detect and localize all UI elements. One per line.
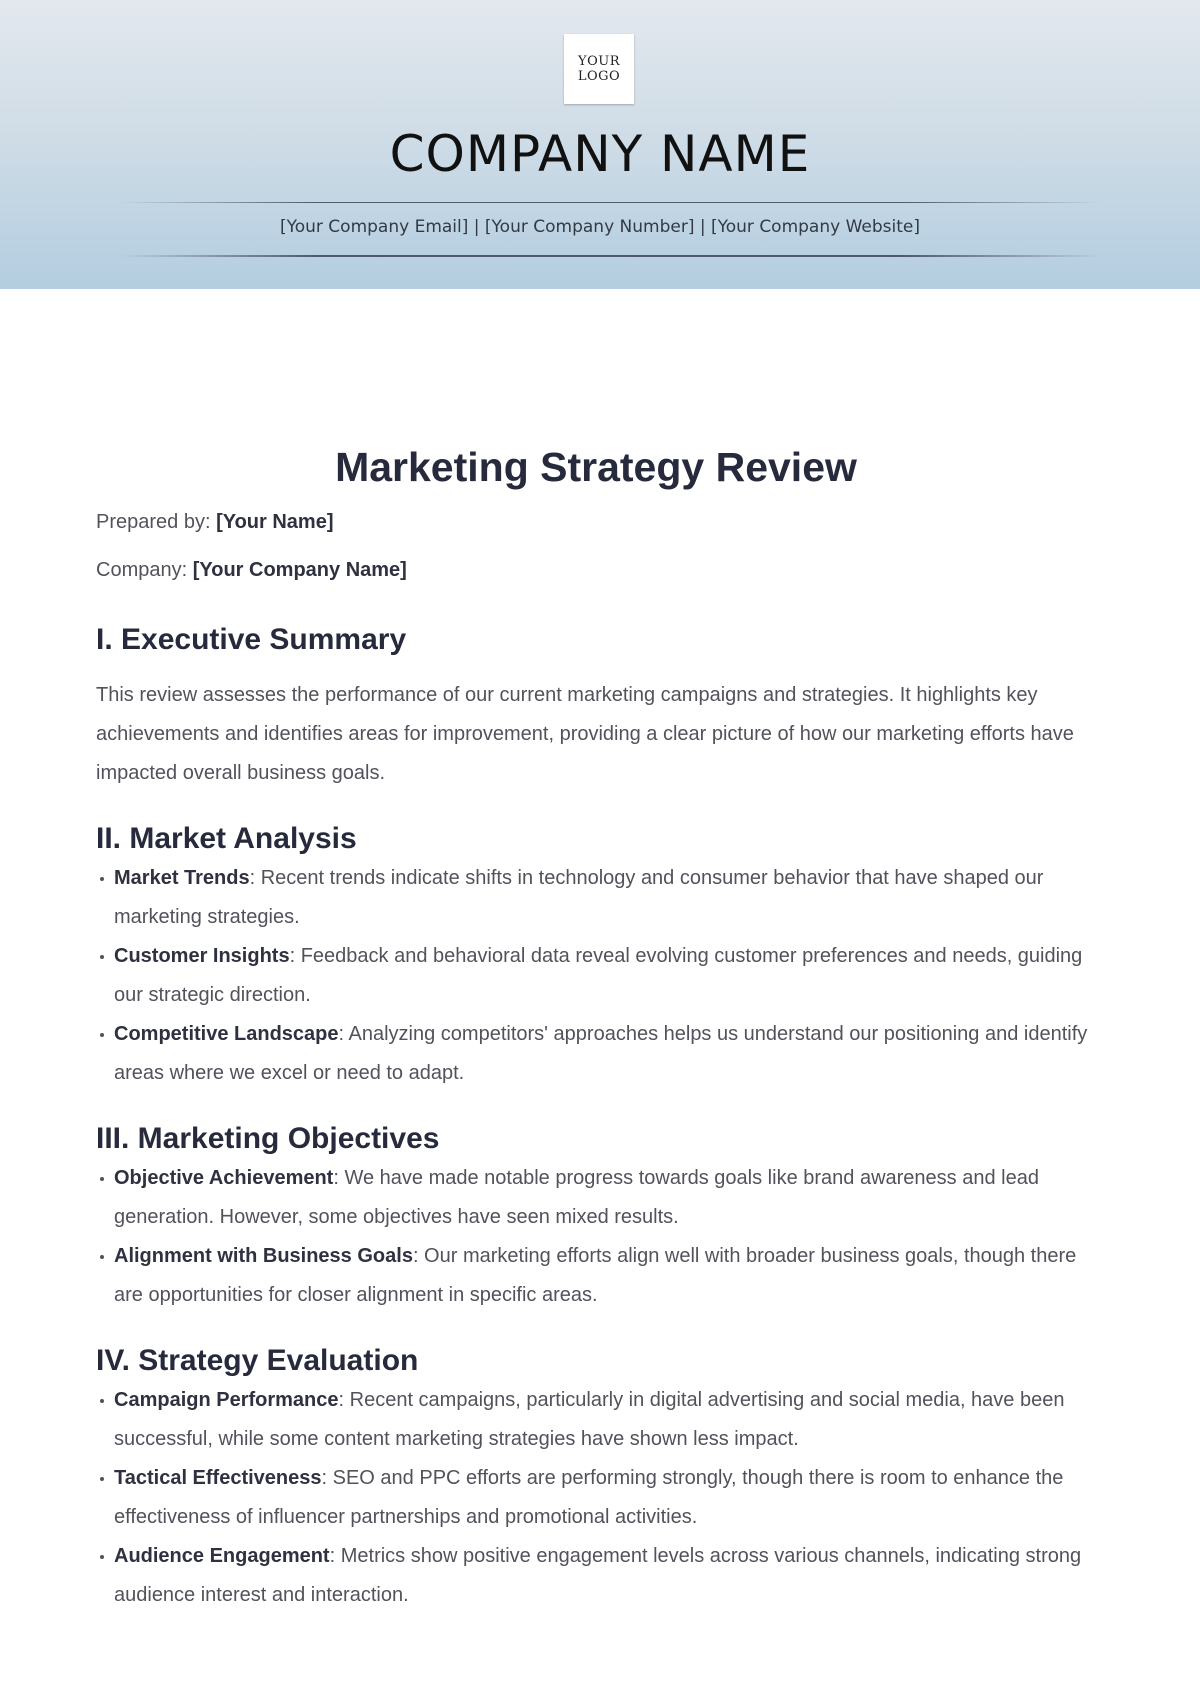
document-title: Marketing Strategy Review bbox=[335, 444, 857, 490]
list-item-term: Market Trends bbox=[114, 867, 250, 889]
logo-line-2: LOGO bbox=[577, 69, 621, 84]
list-item-text: : Analyzing competitors' approaches helps us understand our positioning and identify areas where we excel or need to adapt. bbox=[114, 1023, 1088, 1084]
list-item-term: Customer Insights bbox=[114, 945, 290, 967]
list-item bbox=[96, 1159, 1096, 1237]
market-analysis-list bbox=[96, 859, 1096, 1093]
header-divider-bottom bbox=[120, 255, 1100, 257]
section-title-strategy-evaluation: IV. Strategy Evaluation bbox=[96, 1344, 419, 1377]
list-item bbox=[96, 937, 1096, 1015]
list-item-text: : Recent campaigns, particularly in digital advertising and social media, have been successful, while some content marketing strategies have shown less impact. bbox=[114, 1389, 1065, 1450]
list-item-text: : SEO and PPC efforts are performing strongly, though there is room to enhance the effectiveness of influencer partnerships and promotional activities. bbox=[114, 1467, 1064, 1528]
company-line bbox=[96, 546, 1096, 594]
bullet-icon bbox=[100, 955, 104, 959]
list-item-term: Campaign Performance bbox=[114, 1389, 339, 1411]
prepared-by-value: [Your Name] bbox=[216, 511, 334, 533]
company-value: [Your Company Name] bbox=[192, 559, 407, 581]
marketing-objectives-list bbox=[96, 1159, 1096, 1315]
list-item bbox=[96, 1381, 1096, 1459]
list-item-term: Tactical Effectiveness bbox=[114, 1467, 322, 1489]
list-item bbox=[96, 859, 1096, 937]
bullet-icon bbox=[100, 877, 104, 881]
list-item-term: Alignment with Business Goals bbox=[114, 1245, 413, 1267]
prepared-by-line bbox=[96, 498, 1096, 546]
logo-line-1: YOUR bbox=[578, 54, 620, 69]
list-item bbox=[96, 1459, 1096, 1537]
list-item-text: : Feedback and behavioral data reveal evolving customer preferences and needs, guiding our strategic direction. bbox=[114, 945, 1083, 1006]
company-label: Company: bbox=[96, 559, 188, 581]
bullet-icon bbox=[100, 1255, 104, 1259]
bullet-icon bbox=[100, 1033, 104, 1037]
prepared-by-label: Prepared by: bbox=[96, 511, 211, 533]
section-title-marketing-objectives: III. Marketing Objectives bbox=[96, 1122, 440, 1155]
list-item-text: : Metrics show positive engagement levels across various channels, indicating strong audience interest and interaction. bbox=[114, 1545, 1082, 1606]
list-item bbox=[96, 1015, 1096, 1093]
list-item bbox=[96, 1237, 1096, 1315]
list-item-term: Competitive Landscape bbox=[114, 1023, 339, 1045]
list-item bbox=[96, 1537, 1096, 1615]
header-divider-top bbox=[120, 202, 1100, 203]
list-item-term: Audience Engagement bbox=[114, 1545, 330, 1567]
executive-summary-text: This review assesses the performance of our current marketing campaigns and strategies. It highlights key achievements and identifies areas for improvement, providing a clear picture of how our marketing efforts have impacted overall business goals. bbox=[96, 684, 1074, 784]
bullet-icon bbox=[100, 1477, 104, 1481]
bullet-icon bbox=[100, 1177, 104, 1181]
company-logo bbox=[564, 34, 634, 104]
bullet-icon bbox=[100, 1399, 104, 1403]
list-item-text: : We have made notable progress towards goals like brand awareness and lead generation. However, some objectives have seen mixed results. bbox=[114, 1167, 1039, 1228]
company-name: COMPANY NAME bbox=[389, 125, 811, 183]
list-item-text: : Recent trends indicate shifts in technology and consumer behavior that have shaped our marketing strategies. bbox=[114, 867, 1044, 928]
list-item-text: : Our marketing efforts align well with broader business goals, though there are opportunities for closer alignment in specific areas. bbox=[114, 1245, 1077, 1306]
list-item-term: Objective Achievement bbox=[114, 1167, 334, 1189]
company-contact-line: [Your Company Email] | [Your Company Number] | [Your Company Website] bbox=[279, 217, 920, 237]
document-header bbox=[0, 0, 1200, 289]
strategy-evaluation-list bbox=[96, 1381, 1096, 1615]
section-title-executive-summary: I. Executive Summary bbox=[96, 623, 407, 656]
section-title-market-analysis: II. Market Analysis bbox=[96, 822, 357, 855]
bullet-icon bbox=[100, 1555, 104, 1559]
document-body bbox=[96, 436, 1096, 1615]
